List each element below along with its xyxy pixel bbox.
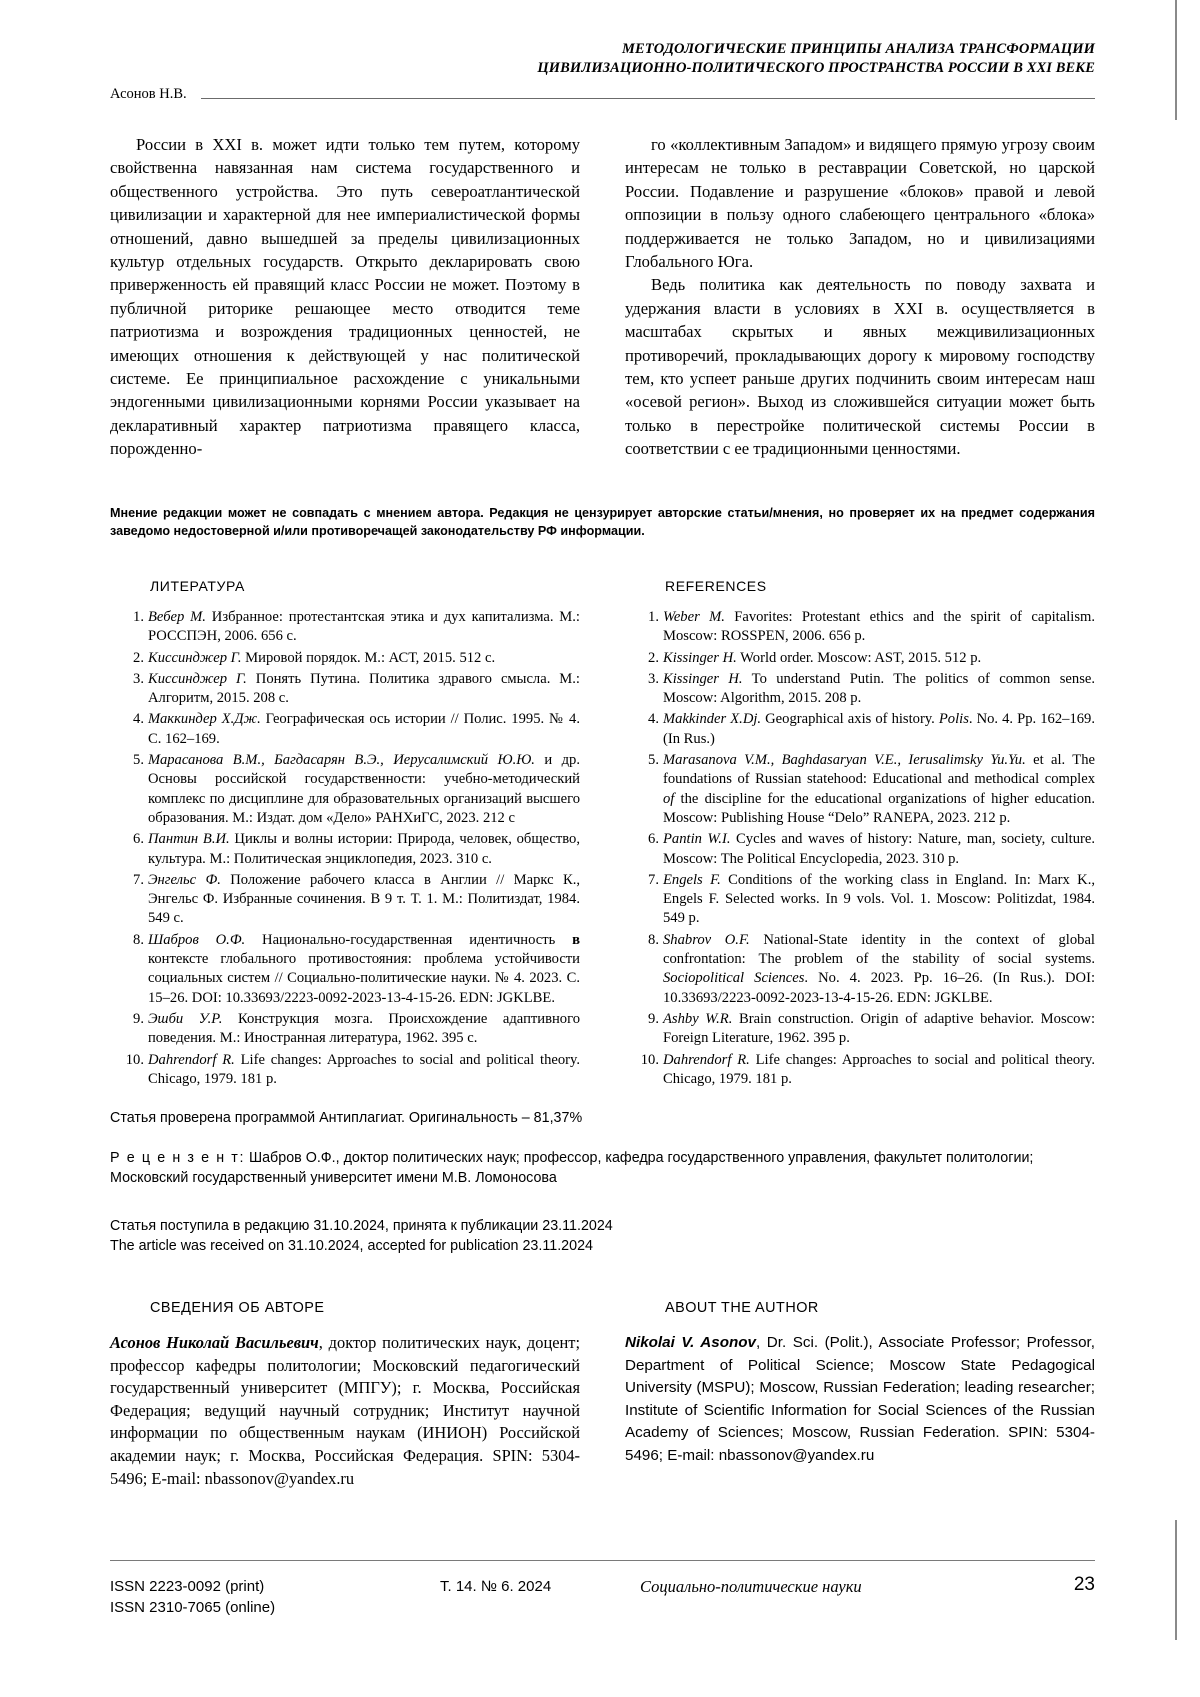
reference-item: Dahrendorf R. Life changes: Approaches to social and political theory. Chicago, 1979. 181 p. — [148, 1051, 580, 1087]
reference-item: Энгельс Ф. Положение рабочего класса в Англии // Маркс К., Энгельс Ф. Избранные сочинения. В 9 т. Т. 1. М.: Политиздат, 1984. 549 с. — [148, 871, 581, 927]
running-head — [110, 40, 1095, 105]
reference-item: Пантин В.И. Циклы и волны истории: Природа, человек, общество, культура. М.: Политическая энциклопедия, 2023. 310 с. — [148, 831, 580, 867]
running-head-title-line1: МЕТОДОЛОГИЧЕСКИЕ ПРИНЦИПЫ АНАЛИЗА ТРАНСФОРМАЦИИ — [622, 41, 1095, 57]
author-info-body-en — [625, 1332, 1095, 1468]
author-name-ru: Асонов Николай Васильевич — [110, 1333, 319, 1352]
footer-issn — [110, 1576, 275, 1618]
received-ru: Статья поступила в редакцию 31.10.2024, принята к публикации 23.11.2024 — [110, 1218, 613, 1234]
reference-item: Dahrendorf R. Life changes: Approaches to social and political theory. Chicago, 1979. 181 p. — [663, 1051, 1095, 1087]
reference-item: Эшби У.Р. Конструкция мозга. Происхождение адаптивного поведения. М.: Иностранная литература, 1962. 395 с. — [148, 1010, 581, 1047]
issn-print: ISSN 2223-0092 (print) — [110, 1578, 265, 1595]
editorial-disclaimer: Мнение редакции может не совпадать с мнением автора. Редакция не цензурирует авторские статьи/мнения, но проверяет их на предмет содержания заведомо недостоверной и/или противоречащей законодательству РФ информации. — [110, 506, 1095, 538]
author-info-heading-en: ABOUT THE AUTHOR — [665, 1300, 819, 1316]
author-info-en — [625, 1300, 1095, 1490]
body-paragraph: России в XXI в. может идти только тем путем, которому свойственна навязанная нам система государственного и общественного устройства. Это путь североатлантической цивилизации и характерной для нее империалистической формы отношений, давно вышедшей за пределы цивилизационных культур отдельных государств. Открыто декларировать свою приверженность ей правящий класс России не может. Поэтому в публичной риторике решающее место отводится теме патриотизма и возрождения традиционных ценностей, не имеющих отношения к действующей у нас политической системе. Ее принципиальное расхождение с уникальными эндогенными цивилизационными корнями России указывает на декларативный характер патриотизма правящего класса, порожденно- — [110, 135, 580, 459]
page-number: 23 — [1073, 1574, 1095, 1595]
references-heading-en: REFERENCES — [665, 578, 767, 594]
reference-item: Киссинджер Г. Понять Путина. Политика здравого смысла. М.: Алгоритм, 2015. 208 с. — [148, 670, 580, 707]
reference-item: Weber M. Favorites: Protestant ethics and the spirit of capitalism. Moscow: ROSSPEN, 2006. 656 p. — [663, 609, 1095, 645]
header-divider — [201, 98, 1095, 99]
reference-item: Ashby W.R. Brain construction. Origin of adaptive behavior. Moscow: Foreign Literature, 1962. 395 p. — [663, 1010, 1095, 1047]
received-dates — [110, 1216, 1095, 1256]
reference-item: Kissinger H. World order. Moscow: AST, 2015. 512 p. — [663, 649, 982, 666]
received-en: The article was received on 31.10.2024, accepted for publication 23.11.2024 — [110, 1238, 593, 1254]
reviewer-text: Шабров О.Ф., доктор политических наук; профессор, кафедра государственного управления, факультет политологии; Московский государственный университет имени М.В. Ломоносова — [110, 1150, 1034, 1186]
reference-item: Маккиндер Х.Дж. Географическая ось истории // Полис. 1995. № 4. С. 162–169. — [148, 711, 581, 747]
author-name-en: Nikolai V. Asonov — [625, 1334, 756, 1351]
antiplagiat-text: Статья проверена программой Антиплагиат. Оригинальность – 81,37% — [110, 1110, 583, 1126]
author-info-ru — [110, 1300, 580, 1490]
body-columns — [110, 133, 1095, 461]
reference-item: Engels F. Conditions of the working class in England. In: Marx K., Engels F. Selected works. In 9 vols. Vol. 1. Moscow: Politizdat, 1984. 549 p. — [663, 871, 1095, 927]
references-column-en — [625, 578, 1095, 1091]
issn-online: ISSN 2310-7065 (online) — [110, 1599, 276, 1616]
reference-item: Шабров О.Ф. Национально-государственная идентичность в контексте глобального противостояния: проблема устойчивости социальных систем // Социально-политические науки. № 4. 2023. С. 15–26. DOI: 10.33693/2223-0092-2023-13-4-15-26. EDN: JGKLBE. — [148, 931, 580, 1006]
margin-bar-top — [1175, 0, 1177, 120]
reference-item: Pantin W.I. Cycles and waves of history: Nature, man, society, culture. Moscow: The Political Encyclopedia, 2023. 310 p. — [663, 831, 1095, 867]
reference-item: Kissinger H. To understand Putin. The politics of common sense. Moscow: Algorithm, 2015. 208 p. — [663, 670, 1096, 707]
author-info-section — [110, 1300, 1095, 1490]
footer-volume: Т. 14. № 6. 2024 — [440, 1578, 552, 1595]
body-column-right — [625, 133, 1095, 461]
body-paragraph: го «коллективным Западом» и видящего прямую угрозу своим интересам не только в реставрации Советской, но царской России. Подавление и разрушение «блоков» правой и левой оппозиции в пользу одного слабеющего центрального «блока» поддерживается не только Западом, но и цивилизациями Глобального Юга. — [625, 135, 1095, 272]
author-info-heading-ru: СВЕДЕНИЯ ОБ АВТОРЕ — [150, 1300, 325, 1316]
footer-journal-title: Социально-политические науки — [640, 1577, 862, 1596]
reference-list-en — [625, 608, 1095, 1089]
footer-divider — [110, 1560, 1095, 1561]
author-details-ru: , доктор политических наук, доцент; профессор кафедры политологии; Московский педагогический государственный университет (МПГУ); г. Москва, Российская Федерация; ведущий научный сотрудник; Институт научной информации по общественным наукам (ИНИОН) Российской академии наук; г. Москва, Российская Федерация. SPIN: 5304-5496; E-mail: nbassonov@yandex.ru — [110, 1333, 580, 1488]
reference-item: Вебер М. Избранное: протестантская этика и дух капитализма. М.: РОССПЭН, 2006. 656 с. — [148, 609, 580, 645]
reviewer-note — [110, 1148, 1095, 1188]
reference-item: Makkinder X.Dj. Geographical axis of history. Polis. No. 4. Pp. 162–169. (In Rus.) — [663, 711, 1095, 747]
references-section — [110, 578, 1095, 1091]
margin-bar-bottom — [1175, 1520, 1177, 1640]
reference-item: Марасанова В.М., Багдасарян В.Э., Иерусалимский Ю.Ю. и др. Основы российской государственности: учебно-методический комплекс по дисциплине для образовательных организаций высшего образования. М.: Издат. дом «Дело» РАНХиГС, 2023. 212 с — [148, 752, 580, 826]
reference-list-ru — [110, 608, 580, 1089]
reference-item: Shabrov O.F. National-State identity in the context of global confrontation: The problem of the stability of social systems. Sociopolitical Sciences. No. 4. 2023. Pp. 16–26. (In Rus.). DOI: 10.33693/2223-0092-2023-13-4-15-26. EDN: JGKLBE. — [663, 931, 1095, 1006]
author-details-en: , Dr. Sci. (Polit.), Associate Professor; Professor, Department of Political Science; Moscow State Pedagogical University (MSPU); Moscow, Russian Federation; leading researcher; Institute of Scientific Information for Social Sciences of the Russian Academy of Sciences; Moscow, Russian Federation. SPIN: 5304-5496; E-mail: nbassonov@yandex.ru — [625, 1334, 1095, 1464]
body-paragraph: Ведь политика как деятельность по поводу захвата и удержания власти в условиях в XXI в. осуществляется в масштабах скрытых и явных межцивилизационных противоречий, прокладывающих дорогу к мировому господству тем, кто успеет раньше других подчинить своим интересам наш «осевой регион». Выход из сложившейся ситуации может быть только в перестройке политической системы России в соответствии с ее традиционными ценностями. — [625, 275, 1095, 459]
antiplagiat-note — [110, 1108, 1095, 1128]
body-column-left — [110, 133, 580, 461]
running-head-author-row — [110, 86, 1095, 105]
references-heading-ru: ЛИТЕРАТУРА — [150, 578, 245, 594]
reviewer-label: Р е ц е н з е н т: — [110, 1150, 246, 1166]
reference-item: Киссинджер Г. Мировой порядок. М.: АСТ, 2015. 512 с. — [148, 649, 496, 666]
references-column-ru — [110, 578, 580, 1091]
author-info-body-ru — [110, 1332, 580, 1490]
running-head-author: Асонов Н.В. — [110, 86, 187, 102]
reviewer-line — [110, 1148, 1095, 1188]
running-head-title-line2: ЦИВИЛИЗАЦИОННО-ПОЛИТИЧЕСКОГО ПРОСТРАНСТВА РОССИИ В XXI ВЕКЕ — [537, 60, 1095, 76]
reference-item: Marasanova V.M., Baghdasaryan V.E., Ierusalimsky Yu.Yu. et al. The foundations of Russian statehood: Educational and methodical complex of the discipline for the educational organizations of higher education. Moscow: Publishing House “Delo” RANEPA, 2023. 212 p. — [663, 752, 1095, 826]
